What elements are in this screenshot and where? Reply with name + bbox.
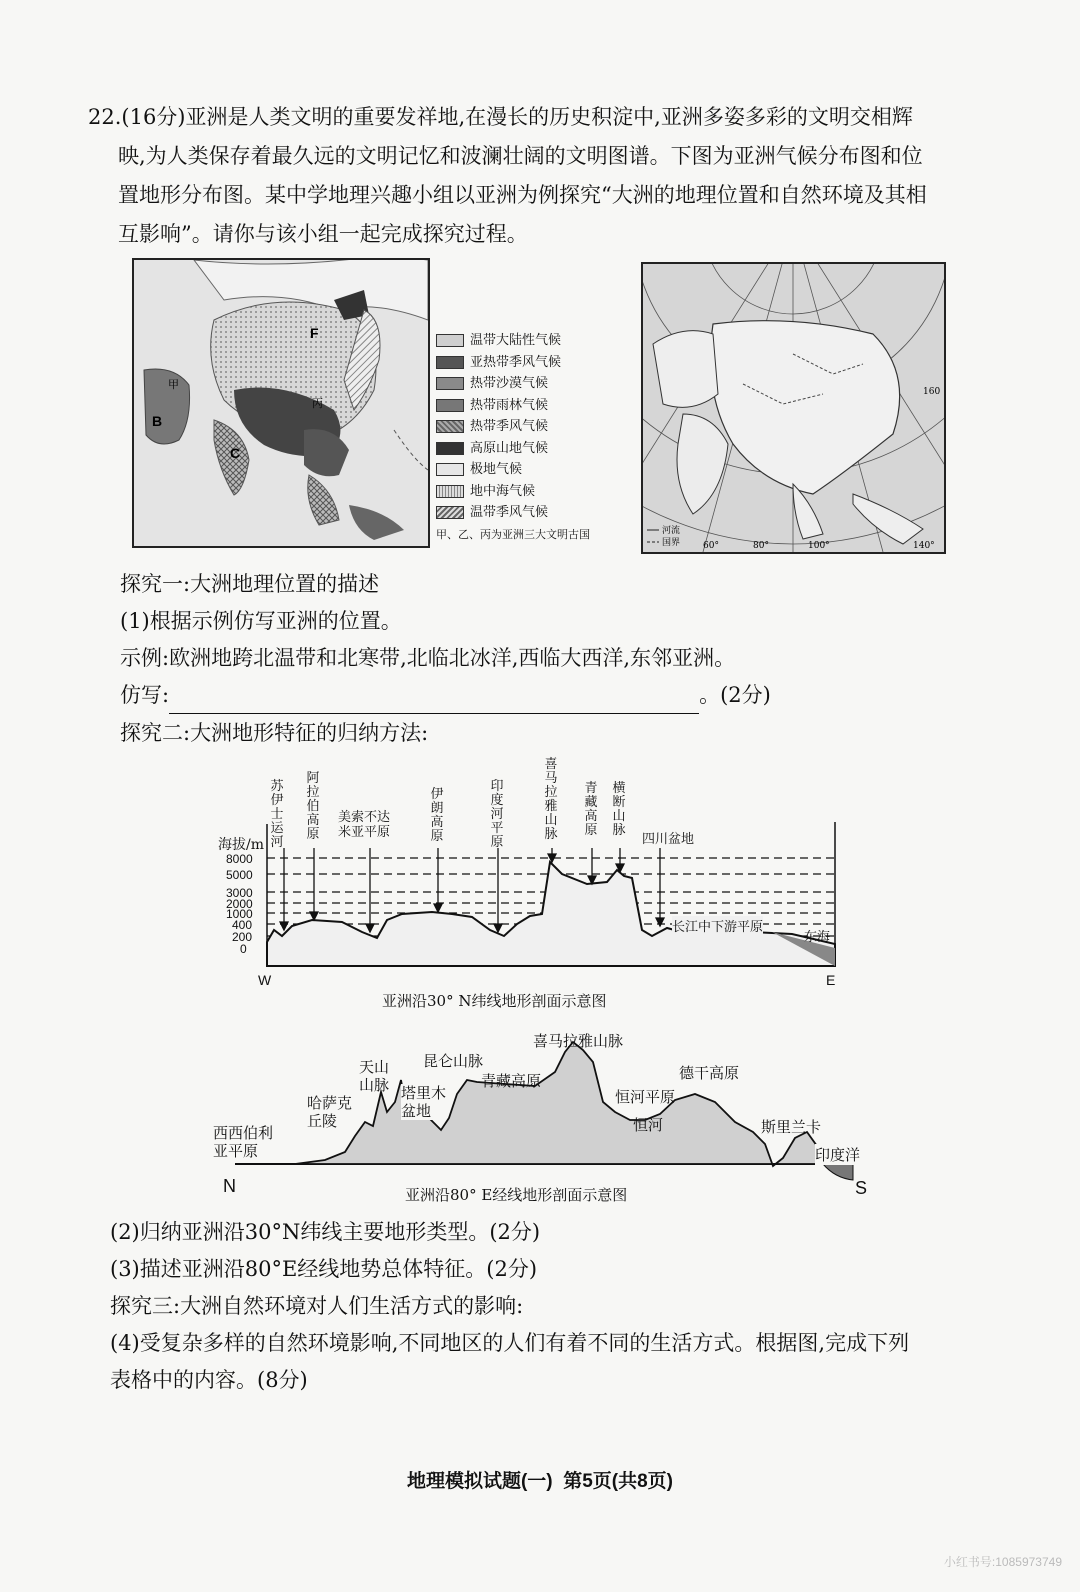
legend-label: 亚热带季风气候 [470, 354, 562, 370]
explore1-title: 探究一:大洲地理位置的描述 [120, 572, 380, 596]
legend-swatch [436, 420, 464, 433]
question-line: 22.(16分)亚洲是人类文明的重要发祥地,在漫长的历史积淀中,亚洲多姿多彩的文明交相辉 [88, 105, 913, 129]
label-qinghai-tibet-80: 青藏高原 [481, 1072, 542, 1090]
label-yangtze: 长江中下游平原 [672, 916, 763, 935]
legend-swatch [436, 377, 464, 390]
map-label-jia: 甲 [168, 378, 179, 391]
label-kazakh: 哈萨克 丘陵 [307, 1094, 353, 1130]
map-label-b: B [152, 413, 163, 429]
label-ganges: 恒河 [633, 1116, 664, 1134]
map-label-f: F [310, 325, 319, 341]
map-label-bing: 丙 [312, 397, 323, 410]
watermark: 小红书号:1085973749 [943, 1555, 1062, 1569]
legend-swatch [436, 442, 464, 455]
y-tick: 8000 [226, 852, 253, 866]
label-tarim: 塔里木 盆地 [401, 1084, 447, 1120]
question-text [88, 98, 988, 254]
label-srilanka: 斯里兰卡 [761, 1118, 822, 1136]
label-himalaya: 喜马拉雅山脉 [544, 757, 558, 842]
profile-30n [212, 752, 852, 1014]
label-ganges-plain: 恒河平原 [615, 1088, 676, 1106]
map-tick: 60° [703, 541, 719, 551]
label-east: E [826, 972, 836, 988]
y-tick: 400 [232, 918, 253, 932]
y-axis-label: 海拔/m [218, 837, 264, 853]
legend-label: 温带大陆性气候 [470, 333, 562, 348]
legend-item [436, 373, 590, 395]
legend-swatch [436, 399, 464, 412]
asia-climate-map [132, 258, 430, 548]
question-2: (2)归纳亚洲沿30°N纬线主要地形类型。(2分) [110, 1220, 541, 1244]
legend-swatch [436, 334, 464, 347]
location-map-drawing [643, 264, 944, 552]
y-tick: 1000 [226, 907, 253, 921]
explore1-q1: (1)根据示例仿写亚洲的位置。 [120, 609, 402, 633]
page-footer: 地理模拟试题(一) 第5页(共8页) [406, 1471, 673, 1492]
legend-item [436, 352, 590, 374]
legend-swatch [436, 463, 464, 476]
label-siberia: 西西伯利 亚平原 [213, 1124, 274, 1160]
legend-item [436, 481, 590, 503]
legend-item [436, 502, 590, 524]
imitate-label: 仿写: [120, 683, 170, 707]
map-tick: 140° [913, 541, 935, 551]
legend-label: 热带雨林气候 [470, 397, 549, 413]
label-sichuan: 四川盆地 [642, 832, 695, 847]
imitate-end: 。(2分) [699, 683, 771, 707]
label-indian-ocean: 印度洋 [815, 1146, 861, 1164]
legend-item [436, 438, 590, 460]
question-line: 映,为人类保存着最久远的文明记忆和波澜壮阔的文明图谱。下图为亚洲气候分布图和位 [118, 144, 923, 168]
legend-item [436, 395, 590, 417]
imitate-row [120, 677, 771, 714]
question-line: 互影响”。请你与该小组一起完成探究过程。 [118, 222, 528, 246]
map-tick: 80° [753, 541, 769, 551]
label-kunlun: 昆仑山脉 [423, 1052, 484, 1070]
explore1-example: 示例:欧洲地跨北温带和北寒带,北临北冰洋,西临大西洋,东邻亚洲。 [120, 646, 736, 670]
legend-label: 极地气候 [470, 462, 523, 477]
map-tick: 100° [808, 541, 830, 551]
map-tick: 160 [923, 387, 941, 397]
question-4: (4)受复杂多样的自然环境影响,不同地区的人们有着不同的生活方式。根据图,完成下列 [110, 1331, 910, 1355]
label-indus: 印度河平原 [490, 779, 504, 850]
label-hengduan: 横断山脉 [612, 781, 626, 838]
legend-label: 热带沙漠气候 [470, 376, 549, 391]
legend-item [436, 459, 590, 481]
legend-river: 河流 [662, 526, 681, 536]
legend-item [436, 416, 590, 438]
label-qinghai-tibet: 青藏高原 [584, 781, 598, 838]
question-4-cont: 表格中的内容。(8分) [110, 1368, 308, 1392]
climate-map-drawing [134, 260, 428, 546]
answer-blank[interactable] [169, 691, 699, 714]
y-tick: 2000 [226, 897, 253, 911]
label-mesopotamia: 美索不达 米亚平原 [338, 810, 391, 840]
question-3: (3)描述亚洲沿80°E经线地势总体特征。(2分) [110, 1257, 538, 1281]
label-east-sea: 东海 [804, 930, 831, 945]
profile30-caption: 亚洲沿30° N纬线地形剖面示意图 [382, 992, 607, 1010]
label-deccan: 德干高原 [679, 1064, 740, 1082]
label-arabia: 阿拉伯高原 [306, 771, 320, 842]
label-tianshan: 天山 山脉 [359, 1058, 390, 1094]
legend-label: 热带季风气候 [470, 419, 549, 434]
explore3-title: 探究三:大洲自然环境对人们生活方式的影响: [110, 1294, 524, 1318]
legend-label: 地中海气候 [470, 483, 536, 499]
legend-note: 甲、乙、丙为亚洲三大文明古国 [436, 527, 590, 541]
legend-swatch [436, 506, 464, 519]
legend-label: 温带季风气候 [470, 505, 549, 520]
label-himalaya-80: 喜马拉雅山脉 [533, 1032, 624, 1050]
legend-border: 国界 [662, 538, 681, 548]
label-suez: 苏伊士运河 [270, 779, 284, 850]
map-label-c: C [230, 445, 241, 461]
label-iran: 伊朗高原 [430, 787, 444, 844]
asia-location-map [641, 262, 946, 554]
y-tick: 5000 [226, 868, 253, 882]
profile-80e [205, 1022, 875, 1212]
profile80-caption: 亚洲沿80° E经线地形剖面示意图 [405, 1186, 628, 1204]
label-west: W [258, 972, 272, 988]
label-north: N [223, 1176, 236, 1196]
explore2-title: 探究二:大洲地形特征的归纳方法: [120, 721, 429, 745]
label-south: S [855, 1178, 868, 1198]
climate-legend [436, 330, 590, 545]
y-tick: 200 [232, 930, 253, 944]
question-line: 置地形分布图。某中学地理兴趣小组以亚洲为例探究“大洲的地理位置和自然环境及其相 [118, 183, 927, 207]
legend-swatch [436, 485, 464, 498]
legend-item [436, 330, 590, 352]
legend-label: 高原山地气候 [470, 440, 549, 456]
y-tick: 0 [240, 942, 247, 956]
legend-swatch [436, 356, 464, 369]
y-tick: 3000 [226, 886, 253, 900]
